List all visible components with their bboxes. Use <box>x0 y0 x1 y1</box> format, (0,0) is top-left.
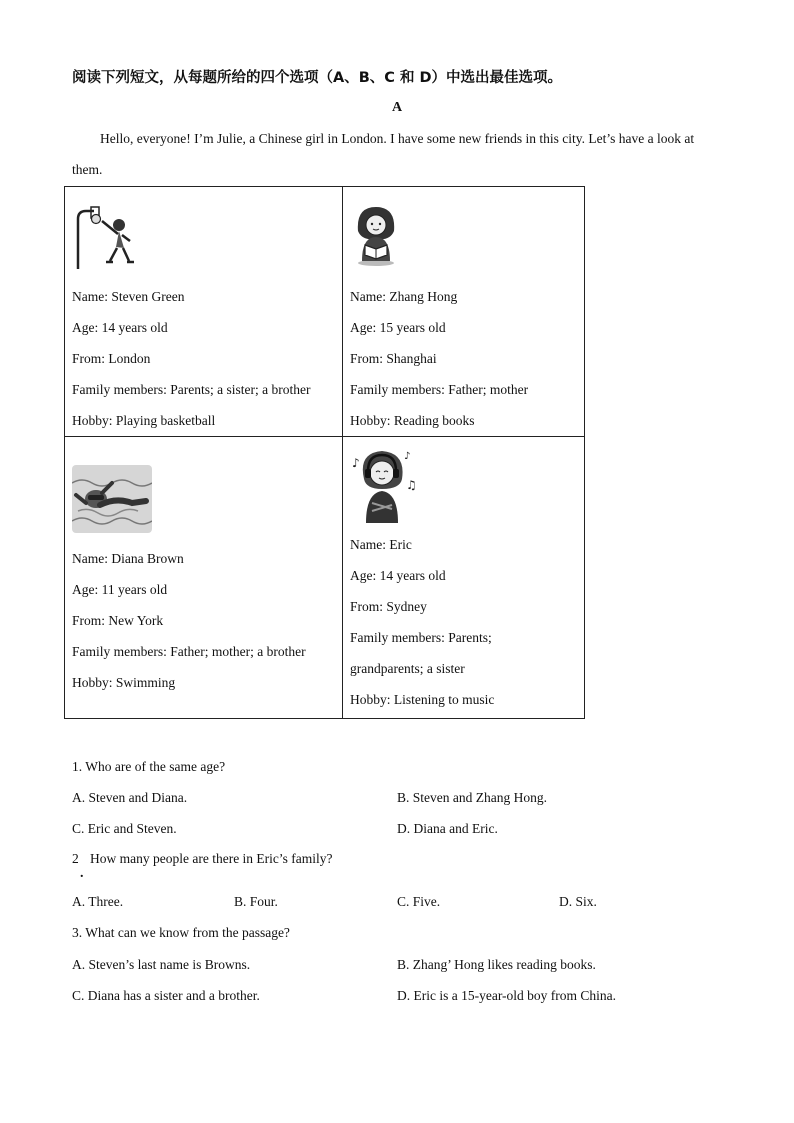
question-1-stem: 1. Who are of the same age? <box>72 759 226 774</box>
profile-name: Name: Steven Green <box>72 289 185 304</box>
profile-name: Name: Zhang Hong <box>350 289 458 304</box>
question-1-option-b[interactable]: B. Steven and Zhang Hong. <box>397 790 547 805</box>
profile-from: From: Sydney <box>350 599 427 614</box>
question-2-option-c[interactable]: C. Five. <box>397 894 441 909</box>
question-1-option-d[interactable]: D. Diana and Eric. <box>397 821 498 836</box>
question-2-option-a[interactable]: A. Three. <box>72 894 124 909</box>
question-3-stem: 3. What can we know from the passage? <box>72 925 290 940</box>
profile-card-diana <box>65 437 343 719</box>
svg-text:♫: ♫ <box>406 478 417 492</box>
basketball-player-icon <box>74 201 138 271</box>
intro-line-2: them. <box>72 162 103 177</box>
profile-age: Age: 11 years old <box>72 582 168 597</box>
profile-age: Age: 14 years old <box>350 568 446 583</box>
profiles-table <box>64 186 585 719</box>
profile-age: Age: 15 years old <box>350 320 446 335</box>
svg-text:♪: ♪ <box>404 451 411 462</box>
question-3-option-b[interactable]: B. Zhang’ Hong likes reading books. <box>397 957 596 972</box>
svg-text:♪: ♪ <box>352 456 360 470</box>
question-2-option-d[interactable]: D. Six. <box>559 894 597 909</box>
question-2-number: 2 <box>72 851 79 866</box>
profile-card-steven <box>65 187 343 437</box>
profile-family-continued: grandparents; a sister <box>350 661 465 676</box>
question-2-number-dot: . <box>80 866 84 881</box>
question-3-option-d[interactable]: D. Eric is a 15-year-old boy from China. <box>397 988 617 1003</box>
profile-name: Name: Diana Brown <box>72 551 184 566</box>
profile-family: Family members: Father; mother <box>350 382 529 397</box>
profile-card-zhang-hong <box>343 187 585 437</box>
profile-from: From: London <box>72 351 151 366</box>
question-2-stem: How many people are there in Eric’s family? <box>90 851 333 866</box>
instruction: 阅读下列短文，从每题所给的四个选项（A、B、C 和 D）中选出最佳选项。 <box>72 70 563 86</box>
profile-hobby: Hobby: Reading books <box>350 413 475 428</box>
question-2-option-b[interactable]: B. Four. <box>234 894 278 909</box>
music-listener-icon <box>350 445 418 525</box>
swimmer-icon <box>72 465 152 533</box>
profile-name: Name: Eric <box>350 537 412 552</box>
profile-family: Family members: Parents; <box>350 630 492 645</box>
question-1-option-a[interactable]: A. Steven and Diana. <box>72 790 188 805</box>
profile-family: Family members: Parents; a sister; a brother <box>72 382 311 397</box>
question-3-option-a[interactable]: A. Steven’s last name is Browns. <box>72 957 251 972</box>
profile-family: Family members: Father; mother; a brother <box>72 644 306 659</box>
profile-from: From: Shanghai <box>350 351 437 366</box>
profile-hobby: Hobby: Playing basketball <box>72 413 216 428</box>
profile-hobby: Hobby: Swimming <box>72 675 176 690</box>
intro-line-1: Hello, everyone! I’m Julie, a Chinese girl in London. I have some new friends in this city. Let’s have a look at <box>100 131 695 146</box>
question-3-option-c[interactable]: C. Diana has a sister and a brother. <box>72 988 260 1003</box>
profile-age: Age: 14 years old <box>72 320 168 335</box>
section-title: A <box>391 100 403 115</box>
question-1-option-c[interactable]: C. Eric and Steven. <box>72 821 177 836</box>
profile-hobby: Hobby: Listening to music <box>350 692 495 707</box>
profile-card-eric <box>343 437 585 719</box>
profile-from: From: New York <box>72 613 164 628</box>
reading-girl-icon <box>350 201 402 267</box>
